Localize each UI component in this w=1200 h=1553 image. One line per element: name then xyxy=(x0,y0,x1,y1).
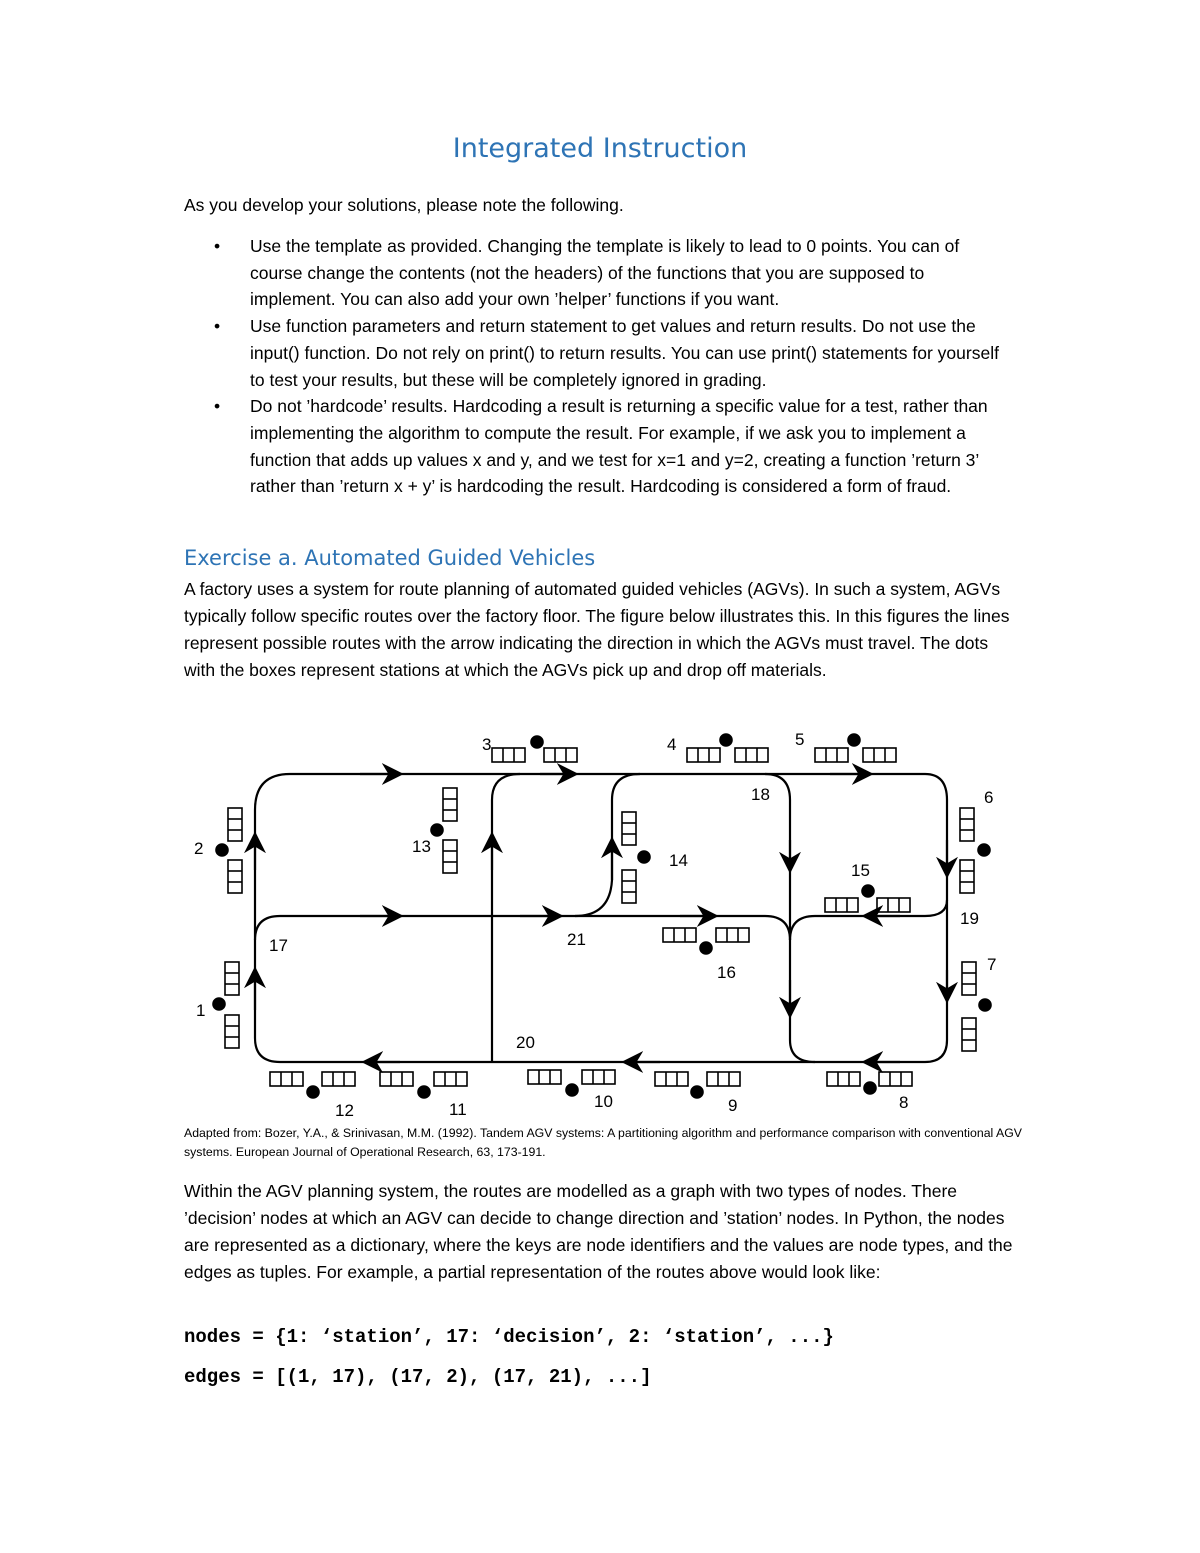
graph-paragraph: Within the AGV planning system, the routes are modelled as a graph with two types of nodes. There ’decision’ nodes at which an AGV can decide to change direction and ’station’ nodes. In Python, the nodes are represented as a dictionary, where the keys are node identifiers and the values are node types, and the edges as tuples. For example, a partial representation of the routes above would look like: xyxy=(184,1181,1013,1282)
node-label: 8 xyxy=(899,1093,909,1112)
station-16 xyxy=(663,928,749,954)
node-label: 11 xyxy=(449,1100,467,1119)
node-label: 7 xyxy=(987,955,997,974)
code-edges: edges = [(1, 17), (17, 2), (17, 21), ...] xyxy=(184,1366,652,1388)
station-4 xyxy=(687,734,768,762)
list-item: • Do not ’hardcode’ results. Hardcoding a result is returning a specific value for a test, rather than implementing the algorithm to compute the result. For example, if we ask you to implement a function that adds up values x and y, and we test for x=1 and y=2, creating a function ’return 3’ rather than ’return x + y’ is hardcoding the result. Hardcoding is considered a form of fraud. xyxy=(184,393,1014,500)
node-label: 13 xyxy=(412,837,431,856)
route-19-15 xyxy=(790,900,947,940)
node-label: 9 xyxy=(728,1096,738,1115)
node-label: 19 xyxy=(960,909,979,928)
agv-route-diagram xyxy=(180,720,1020,1120)
node-label: 12 xyxy=(335,1101,354,1120)
list-item: • Use the template as provided. Changing the template is likely to lead to 0 points. You can of course change the contents (not the headers) of the functions that you are supposed to implement. You can also add your own ’helper’ functions if you want. xyxy=(184,233,1014,313)
figure-caption: Adapted from: Bozer, Y.A., & Srinivasan, M.M. (1992). Tandem AGV systems: A partitioning algorithm and performance comparison with conventional AGV systems. European Journal of Operational Research, 63, 173-191. xyxy=(184,1126,1022,1159)
list-item: • Use function parameters and return statement to get values and return results. Do not use the input() function. Do not rely on print() to return results. You can use print() statements for yourself to test your results, but these will be completely ignored in grading. xyxy=(184,313,1014,393)
node-label: 1 xyxy=(196,1001,206,1020)
node-label: 15 xyxy=(851,861,870,880)
station-8 xyxy=(827,1072,912,1094)
station-5 xyxy=(815,734,896,762)
node-label: 6 xyxy=(984,788,994,807)
station-12 xyxy=(270,1072,355,1098)
station-13 xyxy=(431,788,457,873)
code-nodes: nodes = {1: ‘station’, 17: ‘decision’, 2: ‘station’, ...} xyxy=(184,1326,834,1348)
node-label: 3 xyxy=(482,735,492,754)
station-3 xyxy=(492,736,577,762)
route-outer-loop xyxy=(255,774,947,1062)
station-9 xyxy=(655,1072,740,1098)
node-label: 14 xyxy=(669,851,688,870)
instruction-list xyxy=(184,233,1014,500)
bullet-icon: • xyxy=(214,396,221,417)
station-6 xyxy=(960,808,990,893)
station-15 xyxy=(825,885,910,912)
node-label: 10 xyxy=(594,1092,613,1111)
bullet-icon: • xyxy=(214,236,221,256)
node-label: 16 xyxy=(717,963,736,982)
node-label: 5 xyxy=(795,730,805,749)
station-14 xyxy=(622,812,650,903)
node-label: 18 xyxy=(751,785,770,804)
bullet-icon: • xyxy=(214,316,221,337)
exercise-heading: Exercise a. Automated Guided Vehicles xyxy=(184,546,596,570)
station-11 xyxy=(380,1072,467,1098)
station-7 xyxy=(962,962,991,1051)
node-label: 4 xyxy=(667,735,677,754)
station-1 xyxy=(213,962,239,1048)
node-label: 17 xyxy=(269,936,288,955)
exercise-paragraph: A factory uses a system for route planning of automated guided vehicles (AGVs). In such a system, AGVs typically follow specific routes over the factory floor. The figure below illustrates this. In this figures the lines represent possible routes with the arrow indicating the direction in which the AGVs must travel. The dots with the boxes represent stations at which the AGVs pick up and drop off materials. xyxy=(184,579,1010,680)
route-mid-vertical xyxy=(492,774,520,1062)
station-2 xyxy=(216,808,242,893)
route-18-down xyxy=(765,774,815,1062)
node-label: 2 xyxy=(194,839,204,858)
intro-text: As you develop your solutions, please note the following. xyxy=(184,195,624,215)
route-17-21 xyxy=(255,916,575,940)
page-title: Integrated Instruction xyxy=(452,133,748,164)
node-label: 21 xyxy=(567,930,586,949)
route-arrows xyxy=(255,774,947,1062)
route-lines xyxy=(255,774,947,1062)
node-label: 20 xyxy=(516,1033,535,1052)
